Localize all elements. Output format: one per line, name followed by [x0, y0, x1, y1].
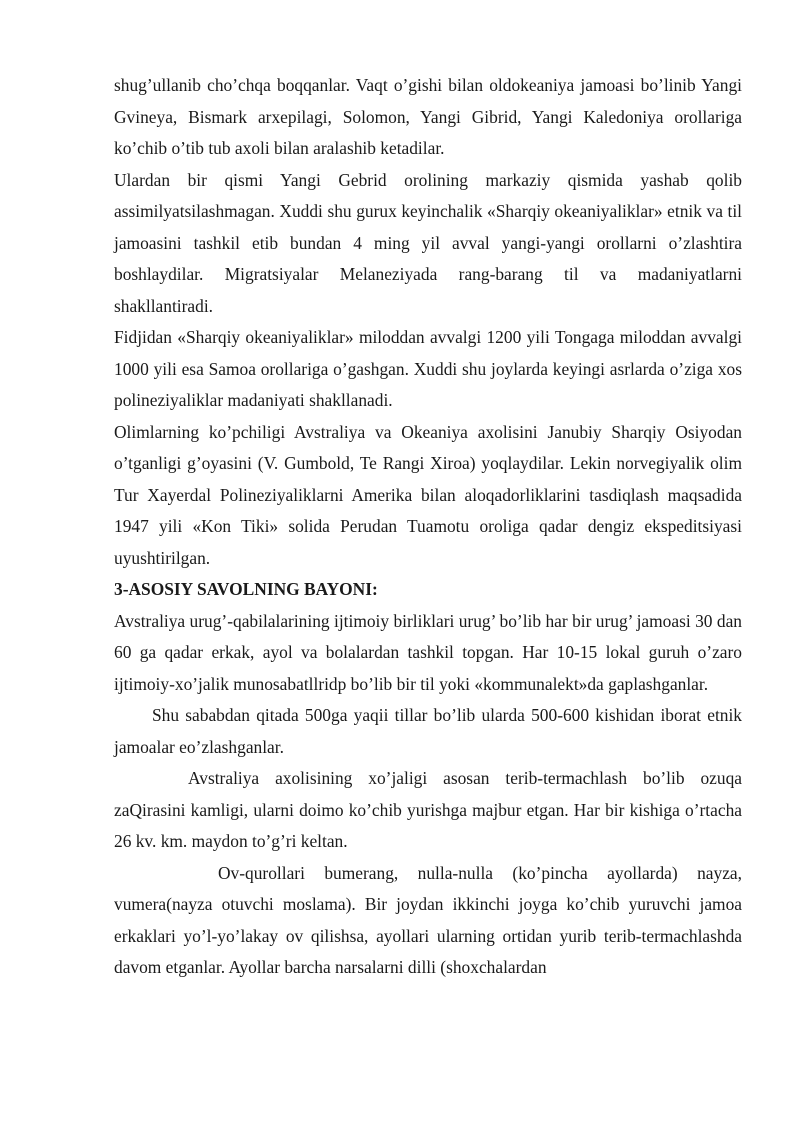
paragraph-eastern-oceanians: Ulardan bir qismi Yangi Gebrid orolining markaziy qismida yashab qolib assimilyatsilashmagan. Xuddi shu gurux keyinchalik «Sharqiy okeaniyaliklar» etnik va til jamoasini tashkil etib bundan 4 ming yil avval yangi-yangi orollarni o’zlashtira boshlaydilar. Migratsiyalar Melaneziyada rang-barang til va madaniyatlarni shakllantiradi.	[114, 169, 742, 316]
paragraph-migration: shug’ullanib cho’chqa boqqanlar. Vaqt o’gishi bilan oldokeaniya jamoasi bo’linib Yangi Gvineya, Bismark arxepilagi, Solomon, Yangi Gibrid, Yangi Kaledoniya orollariga ko’chib o’tib tub axoli bilan aralashib ketadilar.	[114, 75, 742, 158]
paragraph-clans: Avstraliya urug’-qabilalarining ijtimoiy birliklari urug’ bo’lib har bir urug’ jamoasi 30 dan 60 ga qadar erkak, ayol va bolalardan tashkil topgan. Har 10-15 lokal guruh o’zaro ijtimoiy-xo’jalik munosabatllridp bo’lib bir til yoki «kommunalekt»da gaplashganlar.	[114, 610, 742, 694]
paragraph-fiji: Fidjidan «Sharqiy okeaniyaliklar» miloddan avvalgi 1200 yili Tongaga miloddan avvalgi 1000 yili esa Samoa orollariga o’gashgan. Xuddi shu joylarda keyingi asrlarda o’ziga xos polineziyaliklar madaniyati shakllanadi.	[114, 327, 742, 410]
paragraph-weapons: Ov-qurollari bumerang, nulla-nulla (ko’pincha ayollarda) nayza, vumera(nayza otuvchi moslama). Bir joydan ikkinchi joyga ko’chib yuruvchi jamoa erkaklari yo’l-yo’lakay ov qilishsa, ayollari ularning ortidan yurib terib-termachlashda davom etganlar. Ayollar barcha narsalarni dilli (shoxchalardan	[114, 862, 742, 977]
section-heading: 3-ASOSIY SAVOLNING BAYONI:	[114, 579, 378, 599]
paragraph-languages: Shu sababdan qitada 500ga yaqii tillar bo’lib ularda 500-600 kishidan iborat etnik jamoalar eo’zlashganlar.	[114, 705, 742, 757]
document-page	[114, 70, 742, 984]
paragraph-scholars: Olimlarning ko’pchiligi Avstraliya va Okeaniya axolisini Janubiy Sharqiy Osiyodan o’tganligi g’oyasini (V. Gumbold, Te Rangi Xiroa) yoqlaydilar. Lekin norvegiyalik olim Tur Xayerdal Polineziyaliklarni Amerika bilan aloqadorliklarini tasdiqlash maqsadida 1947 yili «Kon Tiki» solida Perudan Tuamotu oroliga qadar dengiz ekspeditsiyasi uyushtirilgan.	[114, 421, 742, 568]
paragraph-economy: Avstraliya axolisining xo’jaligi asosan terib-termachlash bo’lib ozuqa zaQirasini kamligi, ularni doimo ko’chib yurishga majbur etgan. Har bir kishiga o’rtacha 26 kv. km. maydon to’g’ri keltan.	[114, 768, 742, 851]
